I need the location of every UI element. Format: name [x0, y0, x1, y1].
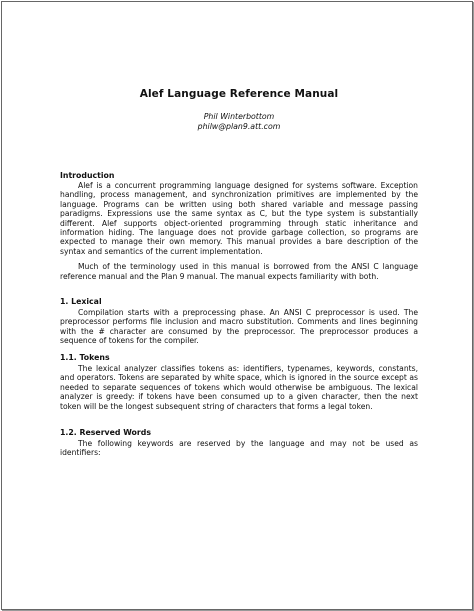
section-heading: 1. Lexical: [60, 297, 102, 306]
document-page: [1, 1, 473, 610]
author-block: [60, 112, 418, 132]
section-heading: 1.1. Tokens: [60, 353, 110, 362]
section-lexical: [60, 297, 418, 346]
section-heading: Introduction: [60, 171, 115, 180]
document-title: Alef Language Reference Manual: [139, 88, 339, 100]
section-tokens: [60, 353, 418, 411]
paragraph: Alef is a concurrent programming language designed for systems software. Exception handling, process management, and synchronization primitives are implemented by the language. Programs can be written using both shared variable and message passing paradigms. Expressions use the same syntax as C, but the type system is substantially different. Alef supports object-oriented programming through static inheritance and information hiding. The language does not provide garbage collection, so programs are expected to manage their own memory. This manual provides a bare description of the syntax and semantics of the current implementation.: [60, 181, 418, 256]
section-heading: 1.2. Reserved Words: [60, 428, 151, 437]
paragraph: Compilation starts with a preprocessing phase. An ANSI C preprocessor is used. The preprocessor performs file inclusion and macro substitution. Comments and lines beginning with the # character are consumed by the preprocessor. The preprocessor produces a sequence of tokens for the compiler.: [60, 308, 418, 346]
paragraph: Much of the terminology used in this manual is borrowed from the ANSI C language reference manual and the Plan 9 manual. The manual expects familiarity with both.: [60, 262, 418, 281]
author-name: Phil Winterbottom: [203, 112, 275, 121]
paragraph: The following keywords are reserved by the language and may not be used as identifiers:: [60, 439, 418, 458]
section-reserved-words: [60, 428, 418, 458]
paragraph: The lexical analyzer classifies tokens as: identifiers, typenames, keywords, constants, and operators. Tokens are separated by white space, which is ignored in the source except as needed to separate sequences of tokens which would otherwise be ambiguous. The lexical analyzer is greedy: if tokens have been consumed up to a given character, then the next token will be the longest subsequent string of characters that forms a legal token.: [60, 364, 418, 411]
section-introduction: [60, 171, 418, 281]
author-email: philw@plan9.att.com: [197, 122, 281, 131]
